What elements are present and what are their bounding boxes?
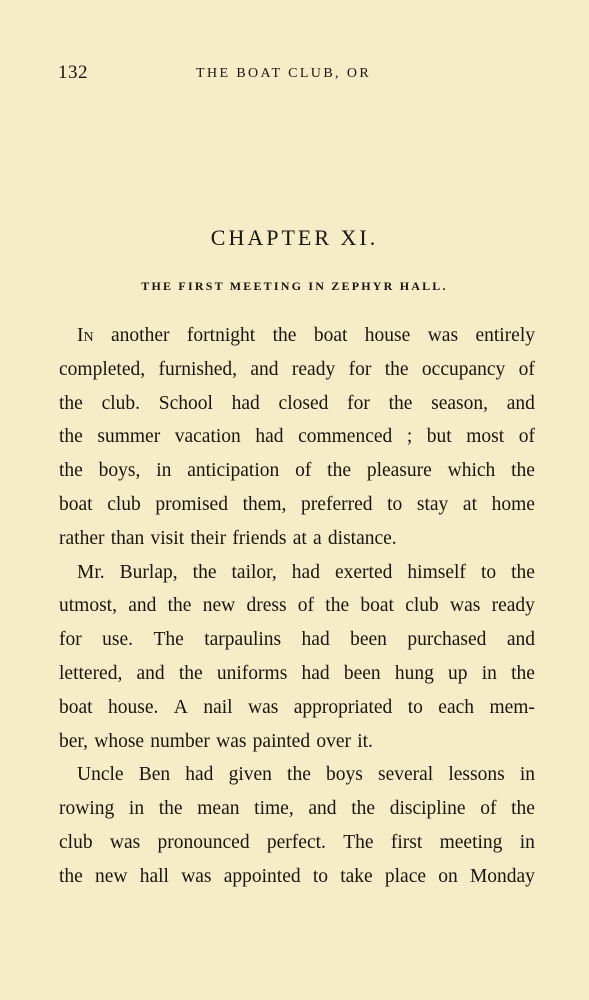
word: was bbox=[109, 831, 141, 853]
word: the bbox=[59, 460, 83, 482]
word: the bbox=[272, 325, 297, 346]
word: the bbox=[327, 460, 351, 482]
word: time, bbox=[254, 798, 294, 820]
word: boat bbox=[59, 696, 93, 718]
word: been bbox=[343, 662, 381, 684]
word: completed, bbox=[59, 358, 146, 380]
word: himself bbox=[407, 561, 466, 583]
word: house. bbox=[108, 696, 159, 718]
word: stay bbox=[416, 493, 449, 515]
word: fortnight bbox=[186, 325, 256, 346]
word: vacation bbox=[174, 426, 241, 448]
word: hung bbox=[394, 662, 434, 684]
word: club bbox=[107, 493, 141, 515]
word: number bbox=[150, 730, 210, 752]
word: to bbox=[480, 561, 497, 583]
text-line bbox=[59, 319, 535, 353]
word: appointed bbox=[223, 865, 301, 887]
word: furnished, bbox=[158, 358, 237, 380]
word: the bbox=[287, 764, 311, 786]
word: In bbox=[77, 325, 94, 346]
word: it. bbox=[357, 730, 373, 752]
word: take bbox=[340, 865, 373, 887]
word: Mr. bbox=[77, 561, 105, 583]
word: at bbox=[462, 493, 477, 515]
word: and bbox=[136, 662, 165, 684]
word: of bbox=[295, 460, 312, 482]
word: tailor, bbox=[231, 561, 277, 583]
body-text bbox=[59, 319, 535, 894]
word: for bbox=[59, 629, 82, 651]
word: season, bbox=[431, 392, 489, 414]
word: boys bbox=[326, 764, 363, 786]
word: preferred bbox=[301, 493, 373, 515]
word: A bbox=[173, 696, 188, 718]
word: the bbox=[511, 798, 535, 820]
text-line bbox=[59, 826, 535, 860]
text-line bbox=[59, 353, 535, 387]
word: exerted bbox=[334, 561, 393, 583]
word: use. bbox=[102, 629, 134, 651]
word: The bbox=[343, 831, 374, 853]
word: was bbox=[247, 696, 279, 718]
word: entirely bbox=[475, 325, 535, 346]
word: the bbox=[388, 392, 413, 414]
word: had bbox=[231, 392, 260, 414]
word: had bbox=[301, 629, 330, 651]
word: rowing bbox=[59, 798, 115, 820]
text-line bbox=[59, 488, 535, 522]
word: given bbox=[228, 764, 272, 786]
word: boat bbox=[313, 325, 348, 346]
word: the bbox=[511, 460, 535, 482]
word: the bbox=[59, 865, 83, 887]
word: but bbox=[426, 426, 452, 448]
word: to bbox=[407, 696, 423, 718]
word: in bbox=[481, 662, 497, 684]
text-line bbox=[59, 860, 535, 894]
word: mean bbox=[197, 798, 240, 820]
word: perfect. bbox=[266, 831, 326, 853]
word: of bbox=[297, 595, 315, 617]
word: the bbox=[325, 595, 350, 617]
word: of bbox=[480, 798, 497, 820]
word: Ben bbox=[138, 764, 171, 786]
word: mem- bbox=[489, 696, 535, 718]
word: club bbox=[405, 595, 439, 617]
word: to bbox=[387, 493, 403, 515]
chapter-subtitle: THE FIRST MEETING IN ZEPHYR HALL. bbox=[141, 279, 448, 293]
word: their bbox=[190, 527, 227, 549]
word: home bbox=[491, 493, 535, 515]
text-line bbox=[59, 725, 535, 759]
word: pronounced bbox=[157, 831, 250, 853]
word: each bbox=[438, 696, 475, 718]
running-head: THE BOAT CLUB, OR bbox=[196, 66, 372, 81]
word: in bbox=[519, 831, 535, 853]
word: boat bbox=[59, 493, 93, 515]
word: meeting bbox=[439, 831, 503, 853]
word: visit bbox=[150, 527, 185, 549]
word: utmost, bbox=[59, 595, 117, 617]
word: in bbox=[128, 798, 145, 820]
word: appropriated bbox=[293, 696, 393, 718]
word: for bbox=[348, 358, 372, 380]
word: School bbox=[158, 392, 213, 414]
word: which bbox=[447, 460, 496, 482]
word: another bbox=[111, 325, 170, 346]
text-line bbox=[59, 454, 535, 488]
chapter-title: CHAPTER XI. bbox=[210, 225, 379, 250]
word: closed bbox=[278, 392, 329, 414]
word: was bbox=[181, 865, 212, 887]
word: purchased bbox=[407, 629, 487, 651]
word: in bbox=[519, 764, 535, 786]
word: for bbox=[347, 392, 370, 414]
word: first bbox=[390, 831, 423, 853]
word: the bbox=[158, 798, 183, 820]
word: boys, bbox=[98, 460, 141, 482]
word: house bbox=[364, 325, 411, 346]
word: nail bbox=[203, 696, 233, 718]
word: Monday bbox=[469, 865, 535, 887]
word: ready bbox=[291, 358, 336, 380]
text-line bbox=[59, 691, 535, 725]
word: Burlap, bbox=[119, 561, 178, 583]
word: been bbox=[350, 629, 387, 651]
word: and bbox=[250, 358, 279, 380]
word: was bbox=[450, 595, 481, 617]
word: had bbox=[301, 662, 330, 684]
word: ; bbox=[406, 426, 413, 448]
word: most bbox=[466, 426, 505, 448]
word: the bbox=[351, 798, 376, 820]
word: club. bbox=[101, 392, 141, 414]
word: and bbox=[506, 392, 535, 414]
word: the bbox=[167, 595, 192, 617]
word: the bbox=[59, 426, 83, 448]
text-line bbox=[59, 589, 535, 623]
word: commenced bbox=[298, 426, 393, 448]
text-line bbox=[59, 522, 535, 556]
word: distance. bbox=[327, 527, 397, 549]
word: of bbox=[518, 426, 535, 448]
word: the bbox=[178, 662, 203, 684]
word: was bbox=[216, 730, 247, 752]
word: several bbox=[377, 764, 434, 786]
word: uniforms bbox=[216, 662, 288, 684]
word: the bbox=[511, 662, 535, 684]
word: and bbox=[308, 798, 337, 820]
word: them, bbox=[242, 493, 287, 515]
word: club bbox=[59, 831, 93, 853]
word: was bbox=[427, 325, 459, 346]
word: than bbox=[110, 527, 145, 549]
word: hall bbox=[139, 865, 169, 887]
word: dress bbox=[246, 595, 287, 617]
text-line bbox=[59, 556, 535, 590]
word: the bbox=[192, 561, 217, 583]
word: whose bbox=[94, 730, 145, 752]
word: ready bbox=[491, 595, 535, 617]
word: the bbox=[59, 392, 83, 414]
text-line bbox=[59, 657, 535, 691]
word: to bbox=[312, 865, 328, 887]
word: ber, bbox=[59, 730, 88, 752]
text-line bbox=[59, 420, 535, 454]
page-number: 132 bbox=[58, 62, 88, 83]
word: Uncle bbox=[77, 764, 124, 786]
word: boat bbox=[360, 595, 394, 617]
text-line bbox=[59, 792, 535, 826]
word: summer bbox=[97, 426, 161, 448]
text-line bbox=[59, 758, 535, 792]
word: discipline bbox=[389, 798, 466, 820]
word: at bbox=[292, 527, 307, 549]
word: anticipation bbox=[187, 460, 280, 482]
word: occupancy bbox=[421, 358, 506, 380]
text-line bbox=[59, 387, 535, 421]
word: up bbox=[448, 662, 468, 684]
word: and bbox=[128, 595, 157, 617]
word: of bbox=[518, 358, 535, 380]
word: in bbox=[156, 460, 172, 482]
word: a bbox=[313, 527, 322, 549]
word: the bbox=[384, 358, 409, 380]
word: The bbox=[153, 629, 184, 651]
word: lessons bbox=[448, 764, 505, 786]
word: over bbox=[316, 730, 351, 752]
word: new bbox=[202, 595, 236, 617]
word: new bbox=[95, 865, 128, 887]
word: the bbox=[511, 561, 535, 583]
word: on bbox=[438, 865, 458, 887]
text-line bbox=[59, 623, 535, 657]
word: had bbox=[185, 764, 214, 786]
word: tarpaulins bbox=[204, 629, 282, 651]
word: pleasure bbox=[366, 460, 432, 482]
word: friends bbox=[232, 527, 287, 549]
word: had bbox=[255, 426, 284, 448]
word: painted bbox=[252, 730, 311, 752]
word: place bbox=[384, 865, 427, 887]
word: had bbox=[291, 561, 320, 583]
word: promised bbox=[155, 493, 228, 515]
word: lettered, bbox=[59, 662, 123, 684]
word: and bbox=[506, 629, 535, 651]
word: rather bbox=[59, 527, 105, 549]
